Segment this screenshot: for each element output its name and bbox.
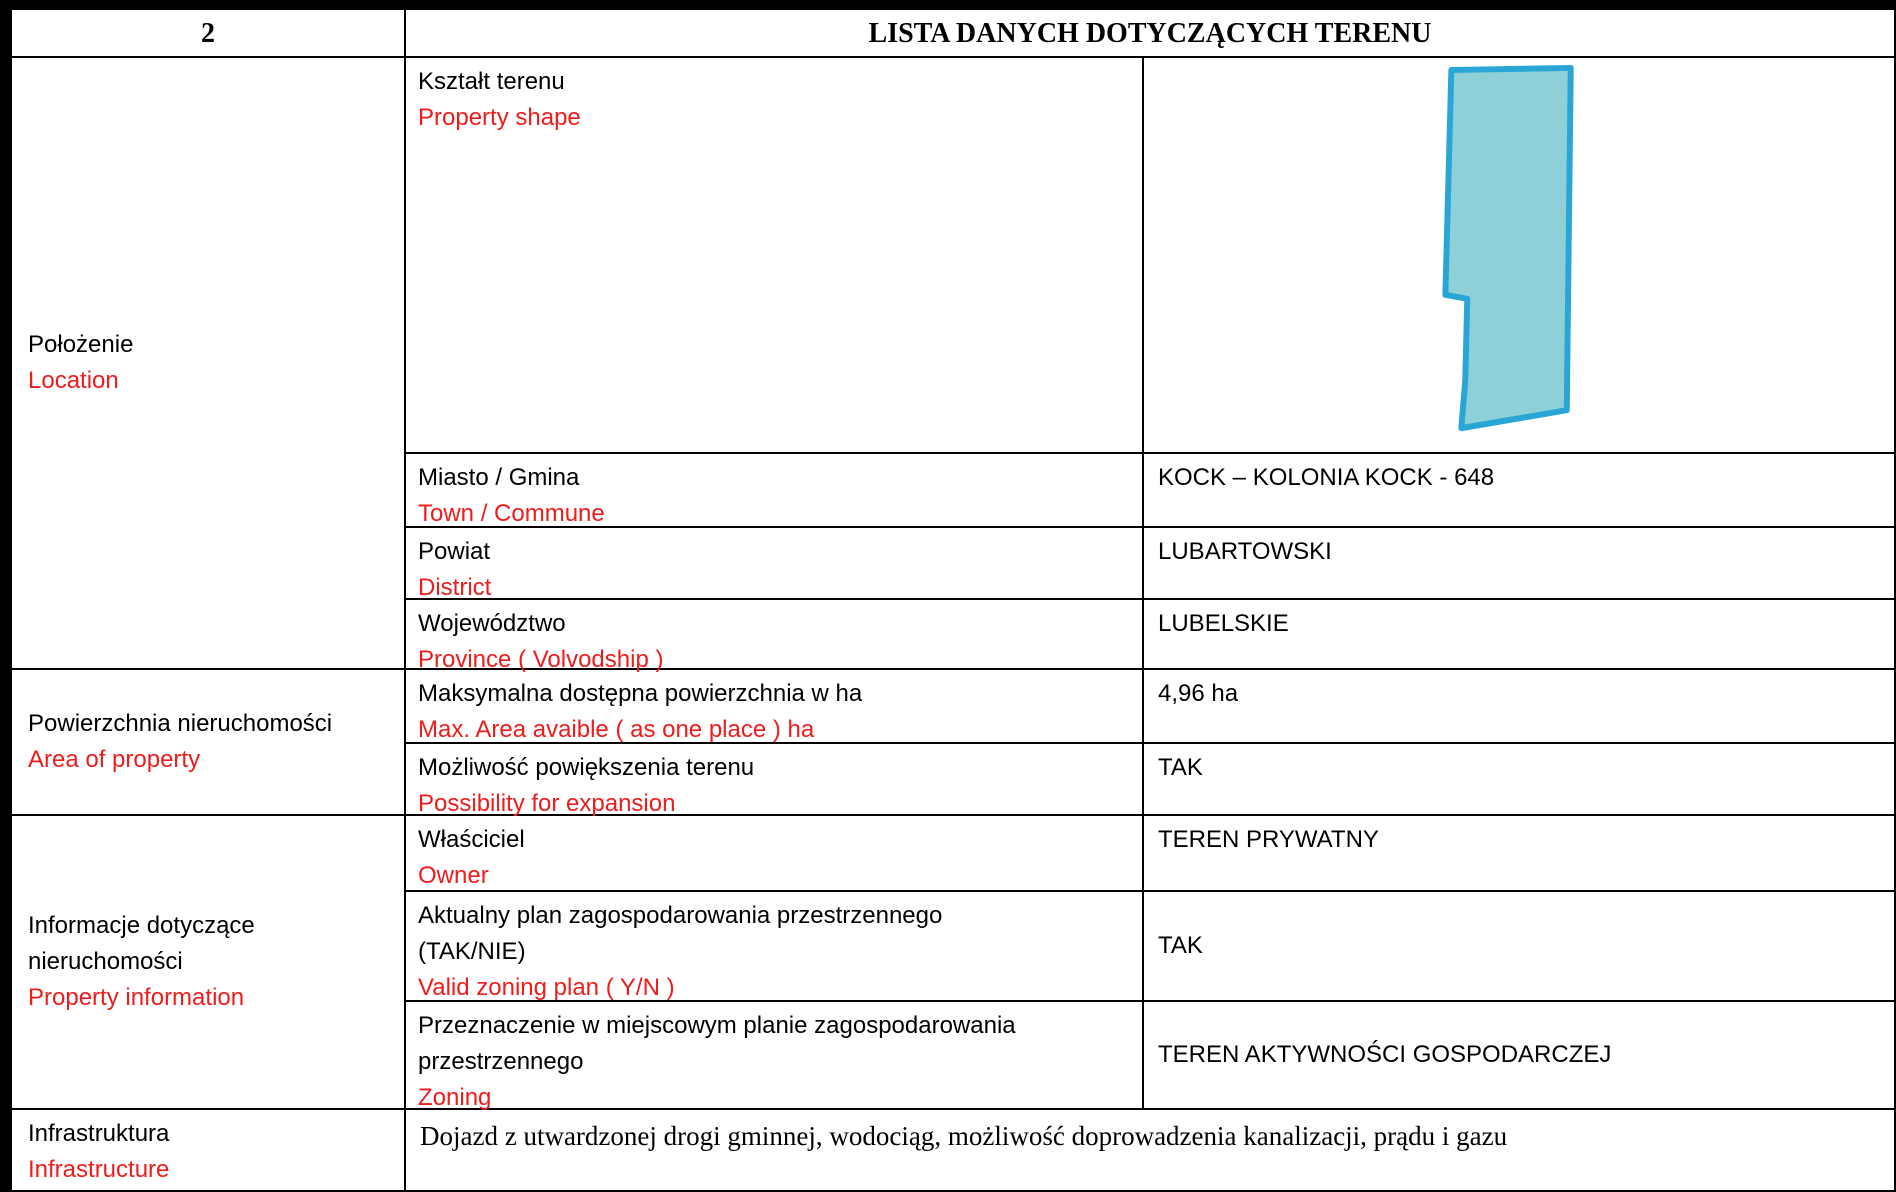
district-value-cell — [1144, 528, 1896, 600]
header-number: 2 — [201, 18, 215, 49]
section-infrastructure — [12, 1110, 406, 1192]
zoning-label-pl-line1: Przeznaczenie w miejscowym planie zagospodarowania — [418, 1012, 1016, 1039]
zoning-label-en: Zoning — [418, 1084, 492, 1111]
section-location-pl: Położenie — [28, 331, 134, 358]
town-label-pl: Miasto / Gmina — [418, 464, 580, 491]
expansion-label-pl: Możliwość powiększenia terenu — [418, 754, 755, 781]
expansion-value: TAK — [1158, 754, 1203, 781]
zoning-plan-value-cell — [1144, 892, 1896, 1002]
zoning-plan-label-en: Valid zoning plan ( Y/N ) — [418, 974, 675, 1001]
owner-value: TEREN PRYWATNY — [1158, 826, 1379, 853]
section-area-en: Area of property — [28, 746, 201, 773]
section-info-en: Property information — [28, 984, 245, 1011]
zoning-plan-value: TAK — [1158, 932, 1203, 959]
shape-label-pl: Kształt terenu — [418, 68, 565, 95]
expansion-label-cell — [406, 744, 1144, 816]
zoning-label-cell — [406, 1002, 1144, 1110]
province-label-cell — [406, 600, 1144, 673]
max-area-label-cell — [406, 670, 1144, 744]
top-border — [0, 0, 1896, 10]
shape-label-en: Property shape — [418, 104, 581, 131]
district-label-cell — [406, 528, 1144, 600]
province-value: LUBELSKIE — [1158, 610, 1289, 637]
owner-label-cell — [406, 816, 1144, 892]
owner-label-en: Owner — [418, 862, 489, 889]
zoning-value-cell — [1144, 1002, 1896, 1110]
owner-label-pl: Właściciel — [418, 826, 525, 853]
owner-value-cell — [1144, 816, 1896, 892]
header-title-cell — [406, 10, 1896, 58]
max-area-value: 4,96 ha — [1158, 680, 1239, 707]
zoning-plan-label-pl-line2: (TAK/NIE) — [418, 938, 526, 965]
zoning-plan-label-cell — [406, 892, 1144, 1002]
zoning-plan-label-pl-line1: Aktualny plan zagospodarowania przestrzennego — [418, 902, 943, 929]
expansion-label-en: Possibility for expansion — [418, 790, 676, 817]
province-value-cell — [1144, 600, 1896, 670]
section-property-info — [12, 816, 406, 1110]
property-shape-polygon — [1445, 68, 1570, 428]
district-label-pl: Powiat — [418, 538, 491, 565]
section-info-pl-line2: nieruchomości — [28, 948, 183, 975]
province-label-pl: Województwo — [418, 610, 566, 637]
section-infrastructure-en: Infrastructure — [28, 1156, 170, 1183]
shape-image-cell — [1144, 58, 1896, 454]
max-area-label-pl: Maksymalna dostępna powierzchnia w ha — [418, 680, 863, 707]
section-location — [12, 58, 406, 670]
shape-label-cell — [406, 58, 1144, 454]
header-title: LISTA DANYCH DOTYCZĄCYCH TERENU — [868, 18, 1432, 49]
district-label-en: District — [418, 574, 492, 601]
zoning-value: TEREN AKTYWNOŚCI GOSPODARCZEJ — [1158, 1041, 1612, 1068]
town-label-cell — [406, 454, 1144, 528]
infrastructure-value: Dojazd z utwardzonej drogi gminnej, wodociąg, możliwość doprowadzenia kanalizacji, prądu i gazu — [420, 1121, 1508, 1151]
property-shape-image — [1144, 58, 1894, 452]
section-infrastructure-pl: Infrastruktura — [28, 1120, 170, 1147]
infrastructure-value-cell — [406, 1110, 1896, 1192]
town-value: KOCK – KOLONIA KOCK - 648 — [1158, 464, 1495, 491]
max-area-label-en: Max. Area avaible ( as one place ) ha — [418, 716, 815, 743]
province-label-en: Province ( Volvodship ) — [418, 646, 664, 673]
zoning-label-pl-line2: przestrzennego — [418, 1048, 584, 1075]
header-number-cell — [12, 10, 406, 58]
district-value: LUBARTOWSKI — [1158, 538, 1332, 565]
section-location-en: Location — [28, 367, 119, 394]
town-value-cell — [1144, 454, 1896, 528]
section-info-pl-line1: Informacje dotyczące — [28, 912, 255, 939]
left-border — [0, 0, 12, 1192]
expansion-value-cell — [1144, 744, 1896, 816]
section-area-pl: Powierzchnia nieruchomości — [28, 710, 333, 737]
max-area-value-cell — [1144, 670, 1896, 744]
town-label-en: Town / Commune — [418, 500, 605, 527]
section-area — [12, 670, 406, 816]
